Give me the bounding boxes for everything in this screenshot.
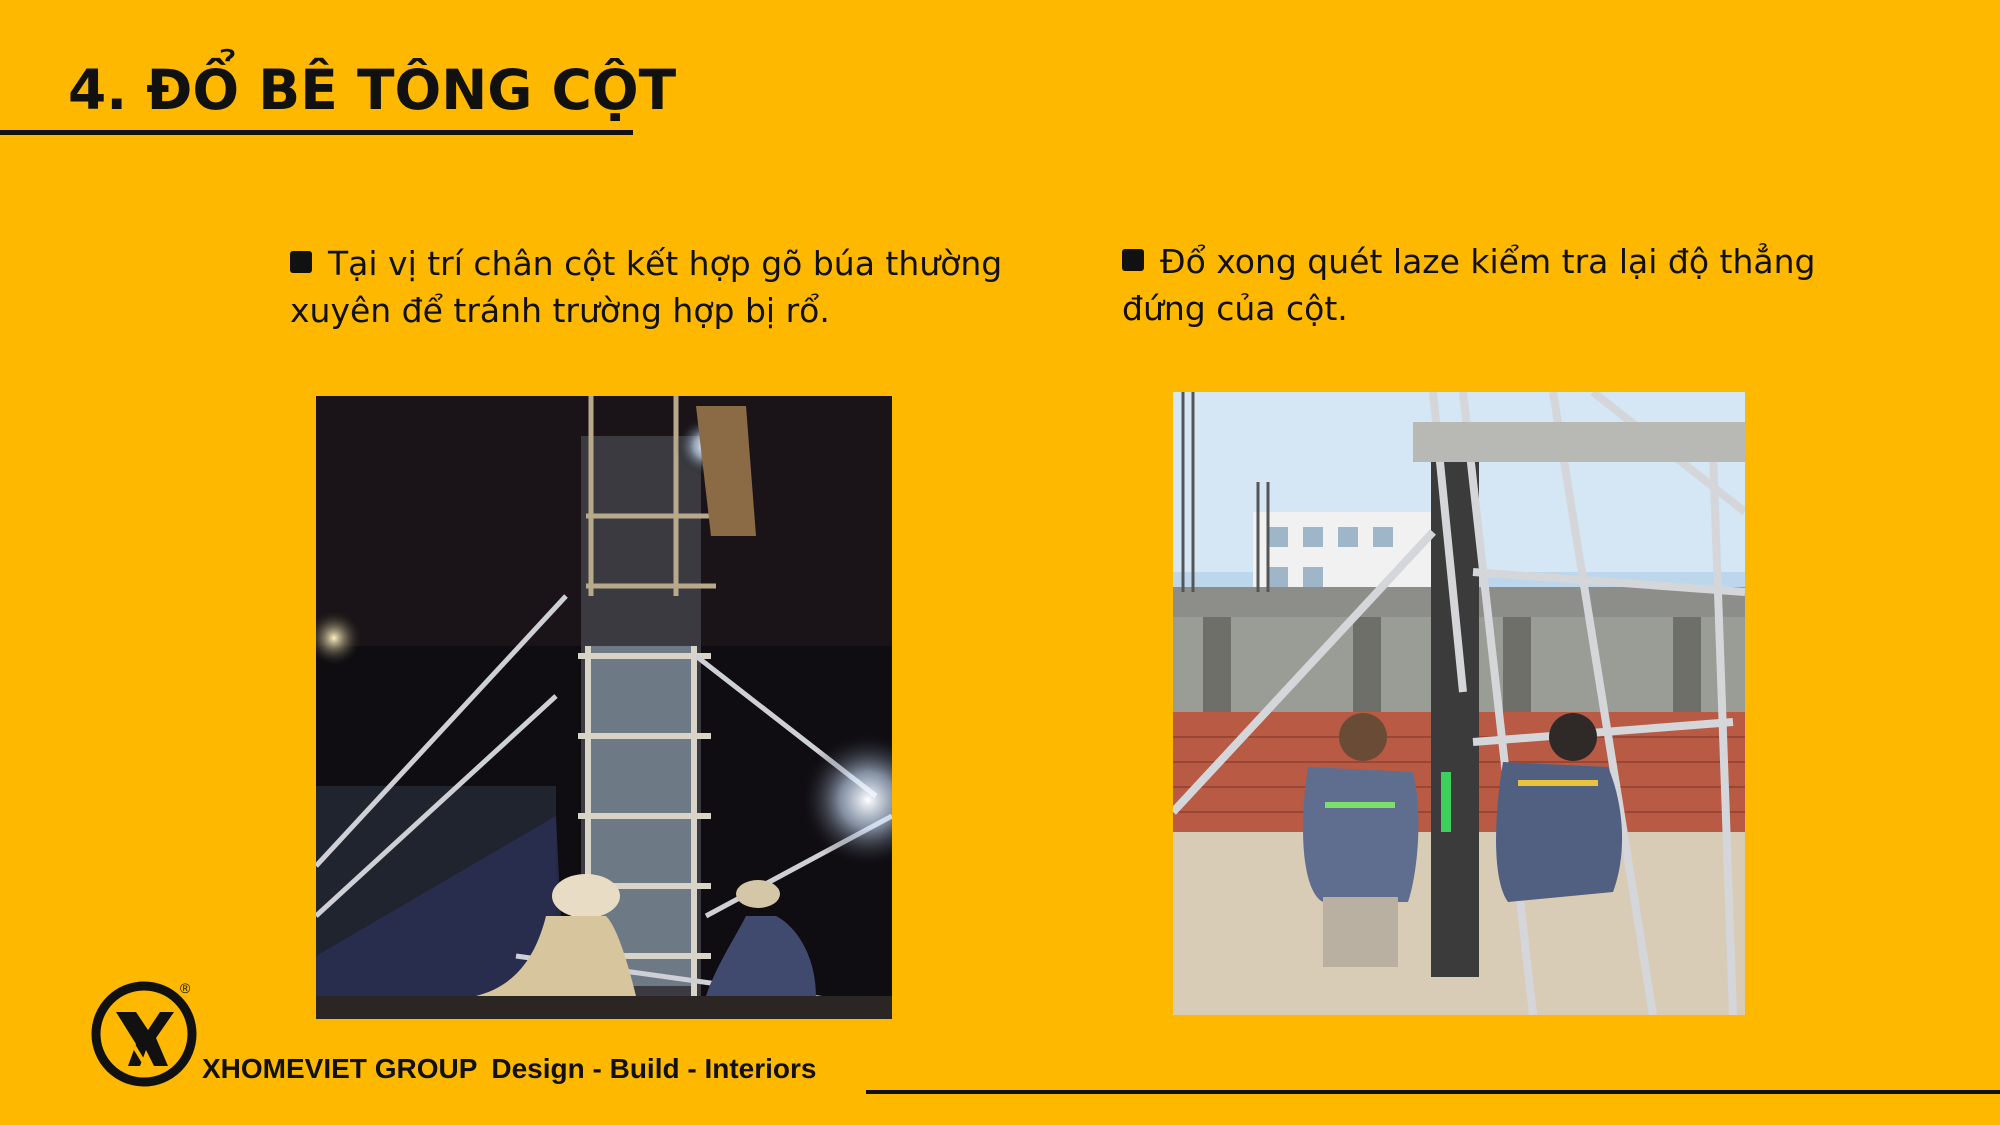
footer-brand: [202, 1053, 817, 1085]
bullet-left: [290, 240, 1050, 334]
bullet-left-text: Tại vị trí chân cột kết hợp gõ búa thường xuyên để tránh trường hợp bị rổ.: [290, 244, 1003, 330]
footer-rule: [866, 1090, 2000, 1094]
bullet-right: [1122, 238, 1902, 332]
xhomeviet-logo-icon: [88, 978, 208, 1098]
registered-mark: ®: [180, 980, 191, 996]
bullet-square-icon: [1122, 249, 1144, 271]
title-underline: [0, 130, 633, 135]
night-column-pouring-photo: [316, 396, 892, 1019]
bullet-square-icon: [290, 251, 312, 273]
brand-name: XHOMEVIET GROUP: [202, 1053, 478, 1084]
brand-tagline: Design - Build - Interiors: [491, 1053, 817, 1084]
bullet-right-text: Đổ xong quét laze kiểm tra lại độ thẳng đứng của cột.: [1122, 242, 1816, 328]
laser-check-site-photo: [1173, 392, 1745, 1015]
slide-title: 4. ĐỔ BÊ TÔNG CỘT: [68, 58, 677, 122]
